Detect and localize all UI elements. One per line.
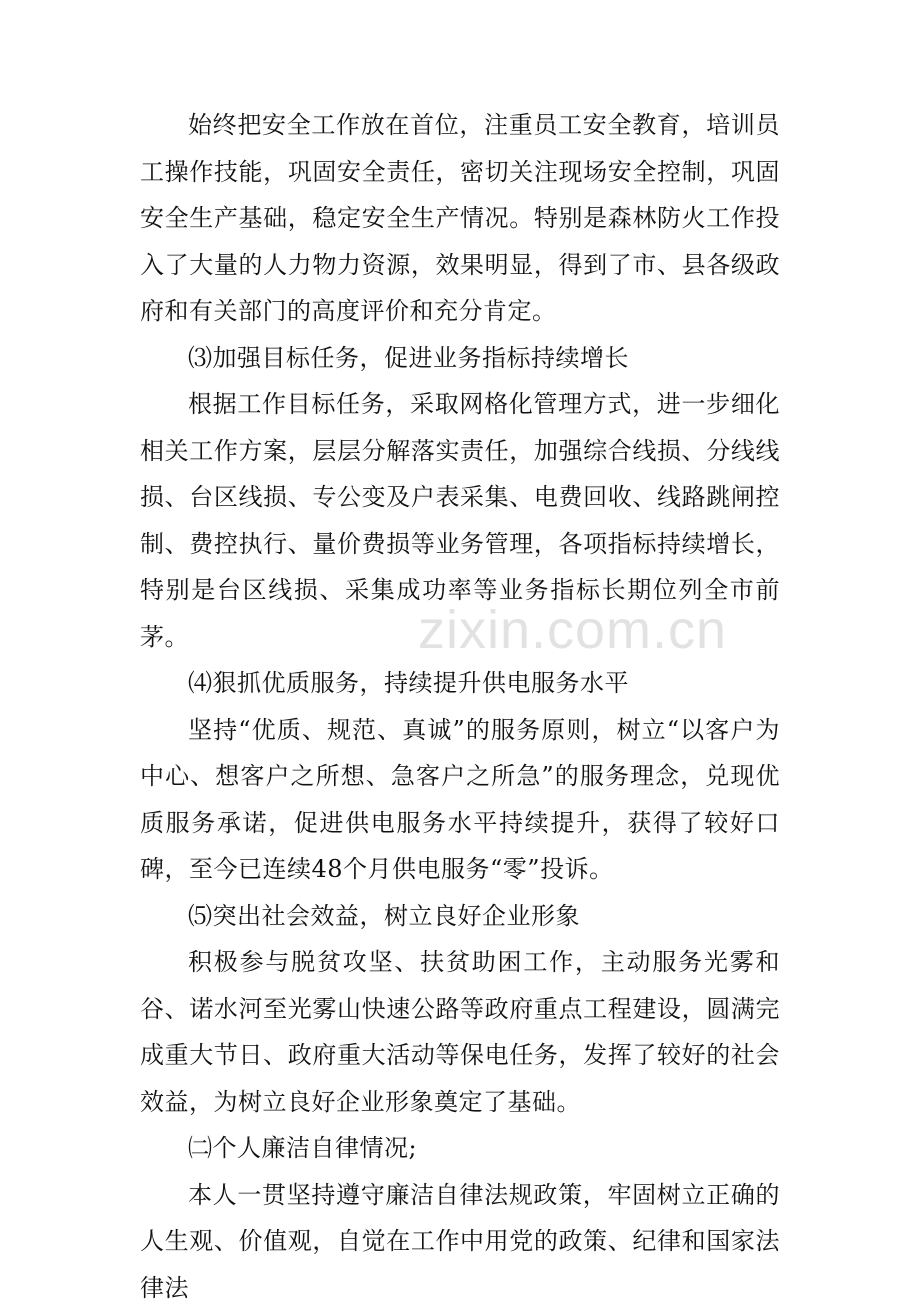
section-heading-5: ⑸突出社会效益，树立良好企业形象 [140, 893, 780, 940]
paragraph-targets: 根据工作目标任务，采取网格化管理方式，进一步细化相关工作方案，层层分解落实责任，加强综合线损、分线线损、台区线损、专公变及户表采集、电费回收、线路跳闸控制、费控执行、量价费损等业务管理，各项指标持续增长，特别是台区线损、采集成功率等业务指标长期位列全市前茅。 [140, 381, 780, 660]
document-body [140, 102, 780, 1311]
paragraph-integrity: 本人一贯坚持遵守廉洁自律法规政策，牢固树立正确的人生观、价值观，自觉在工作中用党的政策、纪律和国家法律法 [140, 1172, 780, 1311]
paragraph-service: 坚持“优质、规范、真诚”的服务原则，树立“以客户为中心、想客户之所想、急客户之所急”的服务理念，兑现优质服务承诺，促进供电服务水平持续提升，获得了较好口碑，至今已连续48个月供电服务“零”投诉。 [140, 707, 780, 893]
section-heading-integrity: ㈡个人廉洁自律情况; [140, 1125, 780, 1172]
paragraph-social-benefit: 积极参与脱贫攻坚、扶贫助困工作，主动服务光雾和谷、诺水河至光雾山快速公路等政府重点工程建设，圆满完成重大节日、政府重大活动等保电任务，发挥了较好的社会效益，为树立良好企业形象奠定了基础。 [140, 939, 780, 1125]
section-heading-3: ⑶加强目标任务，促进业务指标持续增长 [140, 335, 780, 382]
paragraph-safety: 始终把安全工作放在首位，注重员工安全教育，培训员工操作技能，巩固安全责任，密切关注现场安全控制，巩固安全生产基础，稳定安全生产情况。特别是森林防火工作投入了大量的人力物力资源，效果明显，得到了市、县各级政府和有关部门的高度评价和充分肯定。 [140, 102, 780, 335]
watermark: zixin.com.cn [418, 600, 718, 660]
section-heading-4: ⑷狠抓优质服务，持续提升供电服务水平 [140, 660, 780, 707]
